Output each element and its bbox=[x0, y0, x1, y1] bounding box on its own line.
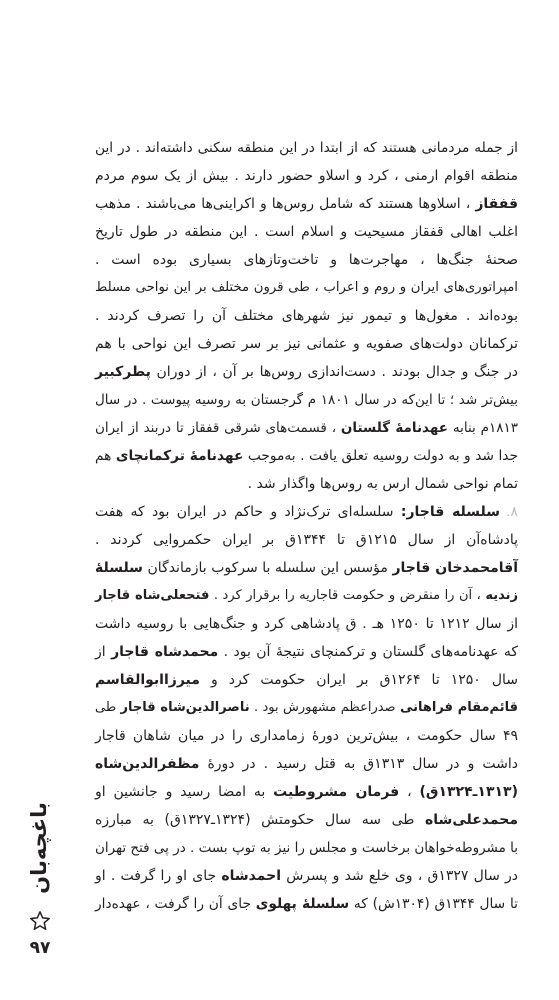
text-line bbox=[95, 610, 518, 638]
bold-term: مظفرالدین‌شاه bbox=[95, 756, 200, 772]
text-line bbox=[95, 162, 518, 190]
text-line bbox=[95, 302, 518, 330]
bold-term: عهدنامهٔ ترکمانچای bbox=[115, 448, 244, 464]
text-line bbox=[95, 694, 518, 722]
text-line bbox=[95, 386, 518, 414]
text-line bbox=[95, 498, 518, 526]
text-run: صحنهٔ جنگ‌ها ، مهاجرت‌ها و تاخت‌وتازهای بسیاری بوده است . bbox=[95, 252, 518, 268]
text-line bbox=[95, 890, 518, 918]
text-run: مؤسس این سلسله با سرکوب بازماندگان bbox=[142, 560, 393, 576]
text-line bbox=[95, 442, 518, 470]
bold-term: عهدنامهٔ گلستان bbox=[340, 420, 448, 436]
text-line bbox=[95, 526, 518, 554]
text-run: پادشاه‌آن از سال ۱۲۱۵ق تا ۱۳۴۴ق بر ایران حکمروایی کردند . bbox=[95, 532, 518, 548]
text-line bbox=[95, 414, 518, 442]
text-run: جای او را گرفت . او bbox=[95, 868, 222, 884]
text-run: از سال ۱۲۱۲ تا ۱۲۵۰ هـ . ق پادشاهی کرد و جنگ‌هایی با روسیه داشت bbox=[95, 616, 519, 632]
text-run: ۱۸۱۳م بنابه bbox=[447, 420, 518, 436]
text-run: بیش‌تر شد ؛ تا این‌که در سال ۱۸۰۱ م گرجستان به روسیه پیوست . در سال bbox=[95, 392, 519, 408]
text-run: با مشروطه‌خواهان برخاست و مجلس را نیز به توپ بست . در پی فتح تهران bbox=[95, 840, 518, 856]
text-run: بوده‌اند . مغول‌ها و تیمور نیز شهرهای مختلف آن را تصرف کردند . bbox=[95, 308, 518, 324]
text-run: که عهدنامه‌های گلستان و ترکمنچای نتیجهٔ آن بود . bbox=[218, 644, 519, 660]
text-run: منطقه اقوام ارمنی ، کرد و اسلاو حضور دارند . بیش از یک سوم مردم bbox=[95, 168, 518, 184]
text-line bbox=[95, 862, 518, 890]
bold-term: فرمان مشروطیت bbox=[273, 784, 400, 800]
text-run: ترکمانان دولت‌های صفویه و عثمانی نیز بر سر تصرف این نواحی با هم bbox=[95, 336, 518, 352]
text-run: ، اسلاوها هستند که شامل روس‌ها و اکراینی‌ها می‌باشند . مذهب bbox=[95, 196, 476, 212]
text-run: طی سه سال حکومتش (۱۳۲۴ـ۱۳۲۷ق) به مبارزه bbox=[95, 812, 426, 828]
bold-term: احمدشاه bbox=[221, 868, 282, 884]
note-number: ۸. bbox=[506, 504, 518, 520]
text-run: صدراعظم مشهورش بود . bbox=[249, 700, 400, 715]
text-run: از bbox=[95, 644, 112, 660]
text-run: تا سال ۱۳۴۴ق (۱۳۰۴ش) که bbox=[349, 896, 518, 912]
bold-term: سلسلهٔ bbox=[95, 560, 143, 576]
text-line bbox=[95, 666, 518, 694]
text-run: ، آن را منقرض و حکومت قاجاریه را برقرار کرد . bbox=[209, 588, 486, 603]
text-line bbox=[95, 638, 518, 666]
text-run: طی bbox=[95, 700, 121, 715]
bold-term: (۱۳۱۳ـ۱۳۲۴ق) bbox=[419, 784, 519, 800]
note-8 bbox=[95, 498, 518, 918]
text-line bbox=[95, 582, 518, 610]
text-line bbox=[95, 834, 518, 862]
bold-term: محمدعلی‌شاه bbox=[425, 812, 518, 828]
text-run: داشت و در سال ۱۳۱۳ق به قتل رسید . در دورهٔ bbox=[199, 756, 518, 772]
text-run: از جمله مردمانی هستند که از ابتدا در این منطقه سکنی داشته‌اند . در این bbox=[95, 140, 518, 156]
bold-term: فتحعلی‌شاه قاجار bbox=[95, 588, 210, 603]
text-run: سال ۱۲۵۰ تا ۱۲۶۴ق بر ایران حکومت کرد و bbox=[199, 672, 518, 688]
body-text bbox=[95, 134, 518, 918]
text-line bbox=[95, 190, 518, 218]
bold-term: قائم‌مقام فراهانی bbox=[399, 700, 518, 715]
text-line bbox=[95, 330, 518, 358]
text-run: ، bbox=[399, 784, 420, 800]
text-line bbox=[95, 778, 518, 806]
star-outline-icon bbox=[29, 910, 51, 932]
bold-term: ناصرالدین‌شاه قاجار bbox=[120, 700, 250, 715]
text-line bbox=[95, 806, 518, 834]
text-run: ۴۹ سال حکومت ، بیش‌ترین دورهٔ زمامداری را در میان شاهان قاجار bbox=[95, 728, 518, 744]
text-line bbox=[95, 134, 518, 162]
text-run: هم bbox=[95, 448, 116, 464]
text-line bbox=[95, 554, 518, 582]
running-title: باغچه‌بان bbox=[27, 802, 51, 894]
bold-term: آقامحمدخان قاجار bbox=[392, 560, 518, 576]
bold-term: زندیه bbox=[485, 588, 519, 603]
text-run: اغلب اهالی قفقاز مسیحیت و اسلام است . این منطقه در طول تاریخ bbox=[95, 224, 518, 240]
bold-term: سلسلهٔ پهلوی bbox=[255, 896, 350, 912]
text-line bbox=[95, 722, 518, 750]
note-heading: سلسله قاجار: bbox=[400, 504, 500, 520]
text-run: در جنگ و جدال بودند . دست‌اندازی روس‌ها بر آن ، از دوران bbox=[150, 364, 518, 380]
bold-term: قفقاز bbox=[475, 196, 518, 212]
text-line bbox=[95, 470, 518, 498]
note-7-continuation bbox=[95, 134, 518, 498]
text-line bbox=[95, 246, 518, 274]
page-number: ۹۷ bbox=[29, 938, 51, 958]
text-run: ، قسمت‌های شرقی قفقاز تا دربند از ایران bbox=[95, 420, 341, 436]
text-line bbox=[95, 218, 518, 246]
bold-term: پطرکبیر bbox=[95, 364, 151, 380]
text-run: تمام نواحی شمال ارس به روس‌ها واگذار شد . bbox=[247, 476, 518, 492]
text-run: امپراتوری‌های ایران و روم و اعراب ، طی قرون مختلف بر این نواحی مسلط bbox=[95, 280, 518, 295]
text-run: جای آن را گرفت ، عهده‌دار bbox=[95, 896, 256, 912]
text-line bbox=[95, 358, 518, 386]
text-run: جدا شد و به دولت روسیه تعلق یافت . به‌موجب bbox=[243, 448, 518, 464]
text-run: به امضا رسید و جانشین او bbox=[95, 784, 274, 800]
bold-term: محمدشاه قاجار bbox=[111, 644, 219, 660]
text-run: در سال ۱۳۲۷ق ، وی خلع شد و پسرش bbox=[281, 868, 518, 884]
text-line bbox=[95, 274, 518, 302]
bold-term: میرزاابوالقاسم bbox=[95, 672, 200, 688]
text-run: سلسله‌ای ترک‌نژاد و حاکم در ایران بود که هفت bbox=[95, 504, 401, 520]
text-line bbox=[95, 750, 518, 778]
